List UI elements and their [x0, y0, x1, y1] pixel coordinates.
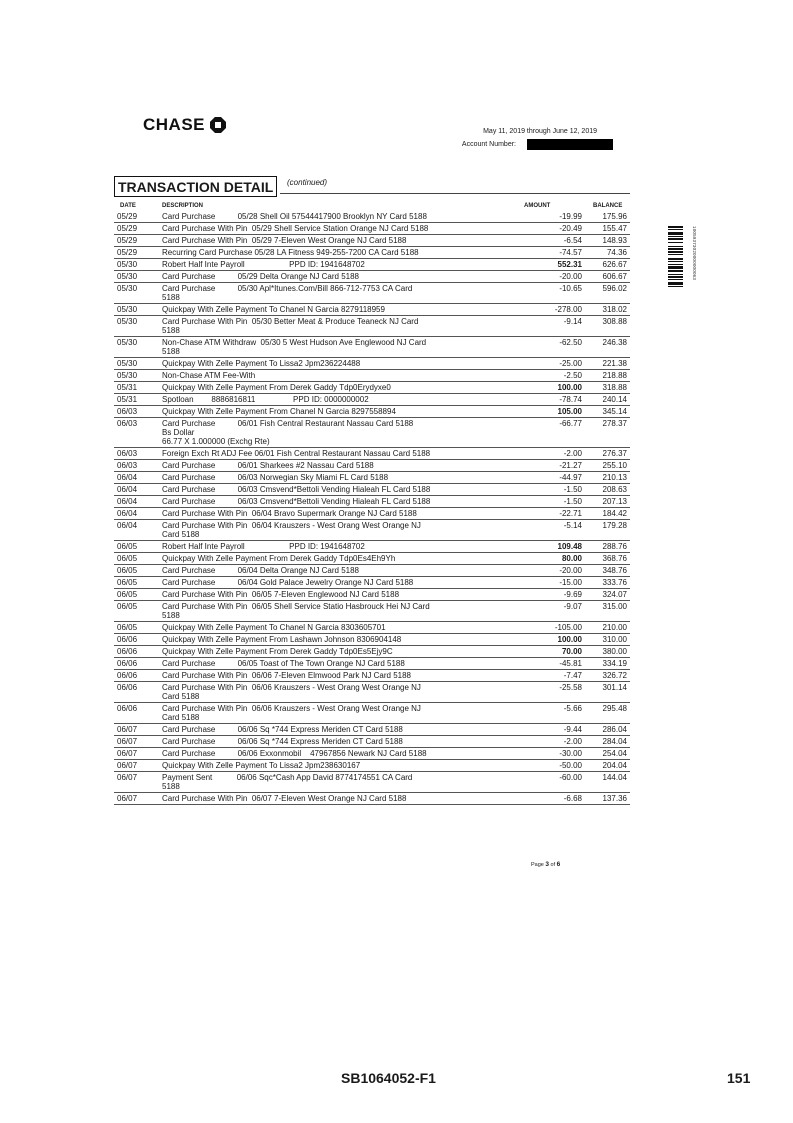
transaction-balance: 144.04: [602, 773, 627, 782]
table-row: [114, 235, 630, 247]
table-row: [114, 601, 630, 622]
transaction-amount: -44.97: [559, 473, 582, 482]
transaction-balance: 348.76: [602, 566, 627, 575]
table-row: [114, 565, 630, 577]
transaction-date: 06/05: [117, 602, 138, 611]
transaction-balance: 175.96: [602, 212, 627, 221]
transaction-description: Card Purchase 06/06 Sq *744 Express Meriden CT Card 5188: [162, 725, 403, 734]
barcode-bar: [668, 282, 683, 285]
table-row: [114, 670, 630, 682]
barcode-graphic: [668, 226, 683, 316]
table-row: [114, 448, 630, 460]
transaction-description: Card Purchase 06/06 Sq *744 Express Meriden CT Card 5188: [162, 737, 403, 746]
transaction-description: Card Purchase 05/30 Apl*Itunes.Com/Bill 866-712-7753 CA Card 5188: [162, 284, 413, 302]
transaction-date: 05/31: [117, 383, 138, 392]
table-row: [114, 577, 630, 589]
transaction-amount: -7.47: [563, 671, 582, 680]
col-header-date: DATE: [120, 203, 136, 209]
barcode-bar: [668, 270, 683, 272]
table-row: [114, 682, 630, 703]
barcode-bar: [668, 238, 683, 240]
transaction-date: 06/04: [117, 509, 138, 518]
transaction-date: 06/04: [117, 485, 138, 494]
transaction-amount: -20.00: [559, 566, 582, 575]
table-row: [114, 736, 630, 748]
transaction-description: Card Purchase With Pin 06/05 7-Eleven Englewood NJ Card 5188: [162, 590, 400, 599]
transaction-amount: -15.00: [559, 578, 582, 587]
transaction-amount: -50.00: [559, 761, 582, 770]
transaction-date: 06/04: [117, 521, 138, 530]
chase-logo: [143, 115, 226, 135]
transaction-amount: -74.57: [559, 248, 582, 257]
transaction-date: 06/06: [117, 671, 138, 680]
table-row: [114, 748, 630, 760]
table-row: [114, 520, 630, 541]
transaction-amount: -1.50: [563, 497, 582, 506]
transaction-balance: 286.04: [602, 725, 627, 734]
table-row: [114, 460, 630, 472]
transaction-balance: 334.19: [602, 659, 627, 668]
transaction-amount: -2.00: [563, 449, 582, 458]
transaction-balance: 596.02: [602, 284, 627, 293]
transaction-date: 05/29: [117, 248, 138, 257]
barcode-bar: [668, 232, 683, 235]
transaction-amount: -1.50: [563, 485, 582, 494]
table-row: [114, 283, 630, 304]
transaction-description: Recurring Card Purchase 05/28 LA Fitness 949-255-7200 CA Card 5188: [162, 248, 419, 257]
table-row: [114, 496, 630, 508]
transaction-date: 06/05: [117, 542, 138, 551]
barcode-bar: [668, 236, 683, 237]
transaction-description: Quickpay With Zelle Payment To Chanel N Garcia 8303605701: [162, 623, 386, 632]
transaction-date: 06/03: [117, 461, 138, 470]
transaction-date: 06/04: [117, 473, 138, 482]
transaction-balance: 246.38: [602, 338, 627, 347]
table-row: [114, 589, 630, 601]
section-title: TRANSACTION DETAIL: [114, 176, 277, 197]
page-total: 6: [556, 861, 561, 868]
barcode-bar: [668, 229, 683, 230]
transaction-amount: -9.69: [563, 590, 582, 599]
transaction-balance: 284.04: [602, 737, 627, 746]
table-row: [114, 658, 630, 670]
account-number-label: Account Number:: [461, 141, 516, 148]
transaction-date: 05/30: [117, 338, 138, 347]
transaction-description: Quickpay With Zelle Payment To Lissa2 Jpm236224488: [162, 359, 361, 368]
transaction-date: 05/30: [117, 284, 138, 293]
transaction-description: Card Purchase 06/03 Norwegian Sky Miami FL Card 5188: [162, 473, 389, 482]
section-note: (continued): [287, 178, 328, 187]
transaction-balance: 137.36: [602, 794, 627, 803]
transaction-description: Card Purchase 06/03 Cmsvend*Bettoli Vending Hialeah FL Card 5188: [162, 485, 431, 494]
transaction-balance: 148.93: [602, 236, 627, 245]
transaction-amount: 100.00: [557, 635, 582, 644]
transaction-amount: 80.00: [561, 554, 582, 563]
col-header-description: DESCRIPTION: [162, 203, 204, 209]
transaction-description: Quickpay With Zelle Payment From Derek Gaddy Tdp0Es5Ejy9C: [162, 647, 393, 656]
transaction-amount: -9.14: [563, 317, 582, 326]
transaction-date: 06/07: [117, 761, 138, 770]
transaction-balance: 626.67: [602, 260, 627, 269]
barcode-bar: [668, 254, 683, 255]
transaction-description: Card Purchase With Pin 06/04 Bravo Supermark Orange NJ Card 5188: [162, 509, 417, 518]
table-row: [114, 337, 630, 358]
transaction-description: Card Purchase 05/29 Delta Orange NJ Card 5188: [162, 272, 359, 281]
col-header-balance: BALANCE: [593, 203, 623, 209]
barcode-bar: [668, 266, 683, 269]
transaction-description: Card Purchase 05/28 Shell Oil 57544417900 Brooklyn NY Card 5188: [162, 212, 427, 221]
transaction-date: 06/05: [117, 554, 138, 563]
barcode-bar: [668, 226, 683, 228]
transaction-description: Quickpay With Zelle Payment From Chanel N Garcia 8297558894: [162, 407, 396, 416]
table-row: [114, 772, 630, 793]
transaction-balance: 288.76: [602, 542, 627, 551]
transaction-amount: 70.00: [561, 647, 582, 656]
transaction-description: Card Purchase With Pin 05/29 7-Eleven West Orange NJ Card 5188: [162, 236, 407, 245]
transaction-amount: -278.00: [554, 305, 582, 314]
transaction-balance: 301.14: [602, 683, 627, 692]
table-row: [114, 259, 630, 271]
table-row: [114, 211, 630, 223]
transaction-date: 06/07: [117, 794, 138, 803]
transaction-description: Foreign Exch Rt ADJ Fee 06/01 Fish Central Restaurant Nassau Card 5188: [162, 449, 431, 458]
table-row: [114, 247, 630, 259]
transaction-balance: 310.00: [602, 635, 627, 644]
transaction-description: Robert Half Inte Payroll PPD ID: 1941648702: [162, 260, 365, 269]
barcode-bar: [668, 248, 683, 250]
transaction-balance: 74.36: [606, 248, 627, 257]
transaction-amount: -105.00: [554, 623, 582, 632]
table-row: [114, 370, 630, 382]
transaction-date: 06/05: [117, 566, 138, 575]
table-row: [114, 646, 630, 658]
transaction-balance: 276.37: [602, 449, 627, 458]
transaction-date: 05/30: [117, 371, 138, 380]
transaction-amount: -22.71: [559, 509, 582, 518]
transaction-amount: -30.00: [559, 749, 582, 758]
barcode-bar: [668, 261, 683, 262]
transaction-amount: -9.07: [563, 602, 582, 611]
transaction-balance: 606.67: [602, 272, 627, 281]
table-row: [114, 304, 630, 316]
table-row: [114, 622, 630, 634]
transaction-balance: 380.00: [602, 647, 627, 656]
transaction-amount: -5.14: [563, 521, 582, 530]
transaction-description: Spotloan 8886816811 PPD ID: 0000000002: [162, 395, 369, 404]
barcode: [668, 226, 683, 316]
transaction-date: 06/03: [117, 449, 138, 458]
transaction-balance: 208.63: [602, 485, 627, 494]
transaction-date: 06/05: [117, 578, 138, 587]
transaction-amount: -10.65: [559, 284, 582, 293]
table-row: [114, 223, 630, 235]
barcode-bar: [668, 286, 683, 287]
table-row: [114, 724, 630, 736]
page-of: of: [550, 862, 556, 868]
transaction-description: Quickpay With Zelle Payment From Lashawn Johnson 8306904148: [162, 635, 402, 644]
table-header: [114, 200, 630, 211]
transaction-date: 06/07: [117, 773, 138, 782]
transaction-description: Non-Chase ATM Fee-With: [162, 371, 256, 380]
transaction-balance: 254.04: [602, 749, 627, 758]
page-current: 3: [545, 861, 550, 868]
table-row: [114, 406, 630, 418]
barcode-bar: [668, 251, 683, 253]
transaction-date: 05/29: [117, 212, 138, 221]
transaction-amount: -2.00: [563, 737, 582, 746]
transaction-date: 06/04: [117, 497, 138, 506]
barcode-number: 10059373020000000063: [692, 226, 697, 281]
transaction-date: 06/07: [117, 749, 138, 758]
footer-document-id: SB1064052-F1: [341, 1070, 436, 1086]
transaction-amount: 105.00: [557, 407, 582, 416]
transaction-description: Card Purchase 06/01 Sharkees #2 Nassau Card 5188: [162, 461, 374, 470]
transaction-amount: -25.00: [559, 359, 582, 368]
transaction-amount: -66.77: [559, 419, 582, 428]
transaction-amount: -2.50: [563, 371, 582, 380]
transaction-date: 06/06: [117, 683, 138, 692]
transaction-date: 06/07: [117, 725, 138, 734]
transaction-amount: -20.00: [559, 272, 582, 281]
table-row: [114, 634, 630, 646]
transaction-balance: 278.37: [602, 419, 627, 428]
barcode-bar: [668, 264, 683, 265]
transaction-description: Card Purchase With Pin 06/05 Shell Service Statio Hasbrouck Hei NJ Card 5188: [162, 602, 430, 620]
transaction-balance: 368.76: [602, 554, 627, 563]
transaction-description: Card Purchase 06/05 Toast of The Town Orange NJ Card 5188: [162, 659, 405, 668]
transaction-balance: 210.00: [602, 623, 627, 632]
transaction-description: Quickpay With Zelle Payment From Derek Gaddy Tdp0Es4Eh9Yh: [162, 554, 396, 563]
page-indicator: [531, 861, 560, 868]
transaction-amount: -6.68: [563, 794, 582, 803]
transaction-description: Card Purchase With Pin 06/06 Krauszers - West Orang West Orange NJ Card 5188: [162, 704, 421, 722]
transaction-balance: 207.13: [602, 497, 627, 506]
table-row: [114, 760, 630, 772]
barcode-bar: [668, 279, 683, 280]
barcode-bar: [668, 246, 683, 247]
transaction-amount: 109.48: [557, 542, 582, 551]
transaction-description: Card Purchase With Pin 05/30 Better Meat & Produce Teaneck NJ Card 5188: [162, 317, 419, 335]
transaction-balance: 318.88: [602, 383, 627, 392]
table-row: [114, 418, 630, 448]
transaction-balance: 295.48: [602, 704, 627, 713]
transaction-amount: -60.00: [559, 773, 582, 782]
table-row: [114, 553, 630, 565]
table-row: [114, 541, 630, 553]
transaction-date: 06/06: [117, 635, 138, 644]
brand-name: CHASE: [143, 115, 206, 134]
table-row: [114, 394, 630, 406]
transaction-description: Non-Chase ATM Withdraw 05/30 5 West Hudson Ave Englewood NJ Card 5188: [162, 338, 427, 356]
transaction-description: Card Purchase With Pin 06/06 7-Eleven Elmwood Park NJ Card 5188: [162, 671, 412, 680]
transaction-date: 06/05: [117, 623, 138, 632]
transaction-date: 06/03: [117, 407, 138, 416]
transaction-amount: -21.27: [559, 461, 582, 470]
chase-octagon-icon: [210, 117, 226, 133]
transaction-date: 06/06: [117, 647, 138, 656]
transaction-description: Quickpay With Zelle Payment To Chanel N Garcia 8279118959: [162, 305, 385, 314]
transaction-date: 05/30: [117, 317, 138, 326]
transaction-table: [114, 200, 630, 805]
transaction-balance: 326.72: [602, 671, 627, 680]
transaction-date: 06/03: [117, 419, 138, 428]
transaction-balance: 218.88: [602, 371, 627, 380]
transaction-description: Card Purchase 06/06 Exxonmobil 47967856 Newark NJ Card 5188: [162, 749, 427, 758]
transaction-balance: 308.88: [602, 317, 627, 326]
transaction-amount: 100.00: [557, 383, 582, 392]
table-row: [114, 484, 630, 496]
transaction-amount: -45.81: [559, 659, 582, 668]
transaction-balance: 255.10: [602, 461, 627, 470]
transaction-balance: 155.47: [602, 224, 627, 233]
transaction-balance: 184.42: [602, 509, 627, 518]
account-number-redaction: [527, 139, 613, 150]
table-row: [114, 703, 630, 724]
table-row: [114, 271, 630, 283]
transaction-amount: -25.58: [559, 683, 582, 692]
transaction-date: 06/05: [117, 590, 138, 599]
transaction-date: 06/07: [117, 737, 138, 746]
transaction-description: Payment Sent 06/06 Sqc*Cash App David 8774174551 CA Card 5188: [162, 773, 413, 791]
col-header-amount: AMOUNT: [524, 203, 551, 209]
transaction-amount: -62.50: [559, 338, 582, 347]
transaction-date: 06/06: [117, 659, 138, 668]
transaction-balance: 315.00: [602, 602, 627, 611]
table-row: [114, 793, 630, 805]
transaction-date: 05/29: [117, 236, 138, 245]
barcode-bar: [668, 258, 683, 260]
transaction-description: Robert Half Inte Payroll PPD ID: 1941648702: [162, 542, 365, 551]
transaction-amount: -9.44: [563, 725, 582, 734]
transaction-date: 05/31: [117, 395, 138, 404]
transaction-description: Card Purchase 06/04 Gold Palace Jewelry Orange NJ Card 5188: [162, 578, 414, 587]
table-row: [114, 358, 630, 370]
transaction-balance: 318.02: [602, 305, 627, 314]
barcode-bar: [668, 274, 683, 275]
transaction-amount: -20.49: [559, 224, 582, 233]
transaction-amount: 552.31: [557, 260, 582, 269]
transaction-balance: 179.28: [602, 521, 627, 530]
transaction-description: Quickpay With Zelle Payment From Derek Gaddy Tdp0Erydyxe0: [162, 383, 391, 392]
transaction-amount: -78.74: [559, 395, 582, 404]
statement-period: May 11, 2019 through June 12, 2019: [483, 128, 597, 135]
transaction-date: 05/30: [117, 359, 138, 368]
transaction-description: Card Purchase With Pin 05/29 Shell Service Station Orange NJ Card 5188: [162, 224, 429, 233]
transaction-balance: 221.38: [602, 359, 627, 368]
table-row: [114, 316, 630, 337]
transaction-balance: 345.14: [602, 407, 627, 416]
page-label: Page: [531, 862, 544, 868]
transaction-date: 06/06: [117, 704, 138, 713]
transaction-date: 05/30: [117, 272, 138, 281]
table-row: [114, 382, 630, 394]
transaction-balance: 204.04: [602, 761, 627, 770]
header-rule: [280, 193, 630, 194]
transaction-balance: 210.13: [602, 473, 627, 482]
table-body: [114, 211, 630, 805]
table-row: [114, 508, 630, 520]
transaction-description: Card Purchase With Pin 06/04 Krauszers - West Orang West Orange NJ Card 5188: [162, 521, 421, 539]
transaction-amount: -19.99: [559, 212, 582, 221]
transaction-balance: 240.14: [602, 395, 627, 404]
transaction-date: 05/30: [117, 260, 138, 269]
transaction-date: 05/29: [117, 224, 138, 233]
transaction-date: 05/30: [117, 305, 138, 314]
barcode-bar: [668, 276, 683, 278]
footer-page-number: 151: [727, 1070, 751, 1086]
transaction-description: Quickpay With Zelle Payment To Lissa2 Jpm238630167: [162, 761, 361, 770]
transaction-amount: -6.54: [563, 236, 582, 245]
barcode-bar: [668, 242, 683, 243]
transaction-balance: 324.07: [602, 590, 627, 599]
transaction-description: Card Purchase 06/01 Fish Central Restaurant Nassau Card 5188 Bs Dollar 66.77 X 1.000000 (Exchg Rte): [162, 419, 414, 446]
table-row: [114, 472, 630, 484]
transaction-description: Card Purchase With Pin 06/06 Krauszers - West Orang West Orange NJ Card 5188: [162, 683, 421, 701]
transaction-description: Card Purchase 06/03 Cmsvend*Bettoli Vending Hialeah FL Card 5188: [162, 497, 431, 506]
transaction-description: Card Purchase 06/04 Delta Orange NJ Card 5188: [162, 566, 359, 575]
transaction-balance: 333.76: [602, 578, 627, 587]
transaction-description: Card Purchase With Pin 06/07 7-Eleven West Orange NJ Card 5188: [162, 794, 407, 803]
transaction-amount: -5.66: [563, 704, 582, 713]
